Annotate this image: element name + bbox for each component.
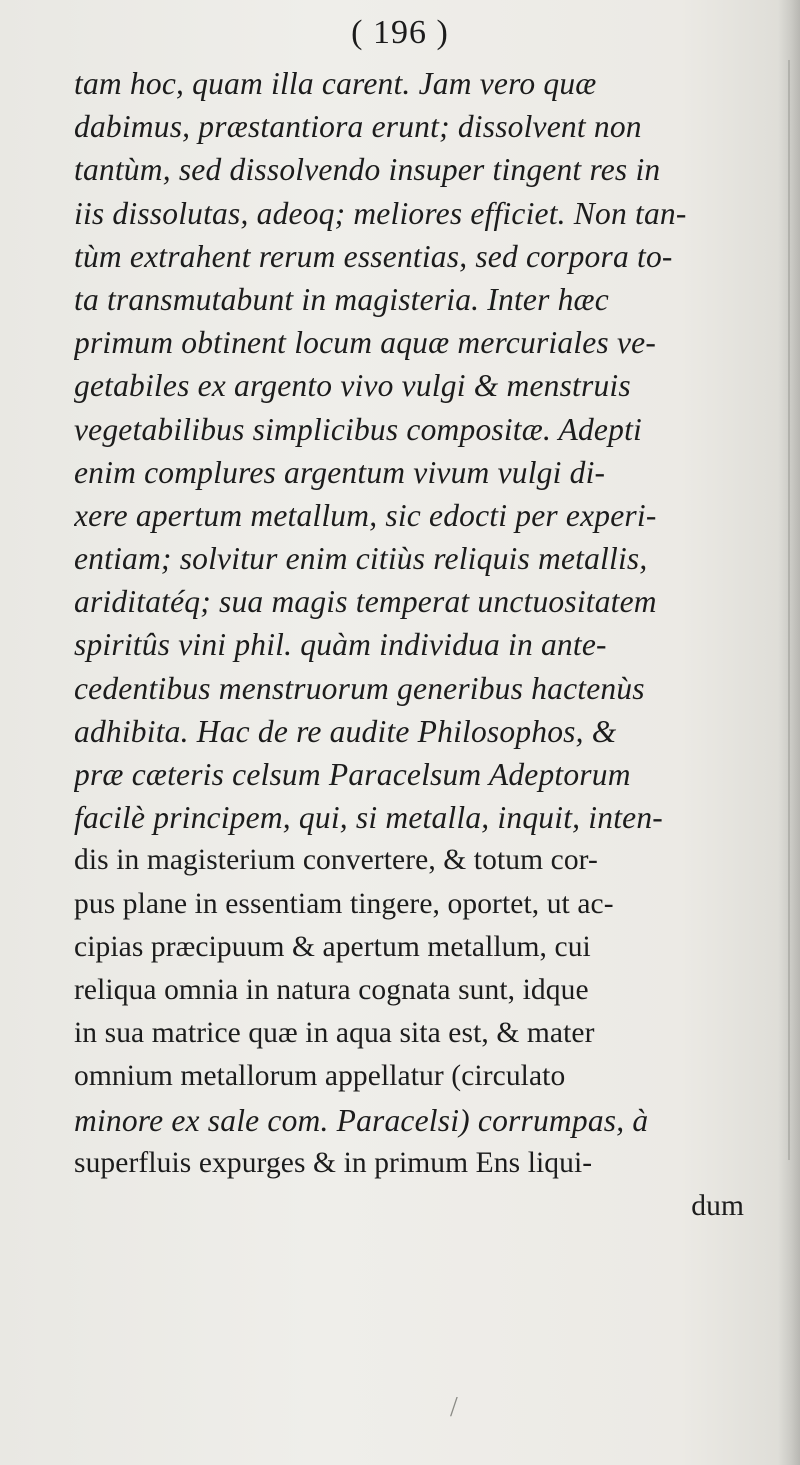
text-line: entiam; solvitur enim citiùs reliquis metallis, — [74, 541, 648, 577]
text-line: cipias præcipuum & apertum metallum, cui — [74, 930, 591, 963]
text-line: dum — [691, 1189, 744, 1222]
text-line: omnium metallorum appellatur (circulato — [74, 1060, 566, 1093]
text-line: facilè principem, qui, si metalla, inquit, inten- — [74, 800, 663, 836]
text-line: spiritûs vini phil. quàm individua in ante- — [74, 627, 607, 663]
text-line: ariditatéq; sua magis temperat unctuositatem — [74, 584, 657, 620]
text-line: minore ex sale com. Paracelsi) corrumpas, à — [74, 1102, 649, 1138]
text-line: getabiles ex argento vivo vulgi & menstruis — [74, 368, 631, 404]
text-line: dabimus, præstantiora erunt; dissolvent non — [74, 109, 642, 145]
text-line: cedentibus menstruorum generibus hactenùs — [74, 670, 645, 706]
text-line: dis in magisterium convertere, & totum cor- — [74, 844, 598, 877]
text-line: ta transmutabunt in magisteria. Inter hæc — [74, 281, 609, 317]
text-line: adhibita. Hac de re audite Philosophos, & — [74, 713, 617, 749]
text-line: præ cæteris celsum Paracelsum Adeptorum — [74, 757, 631, 792]
text-line: iis dissolutas, adeoq; meliores efficiet. Non tan- — [74, 195, 687, 231]
text-line: primum obtinent locum aquæ mercuriales ve- — [74, 325, 657, 361]
text-line: xere apertum metallum, sic edocti per experi- — [74, 497, 657, 533]
text-line: enim complures argentum vivum vulgi di- — [74, 454, 606, 490]
body-text — [74, 62, 774, 1228]
footer-mark: / — [450, 1392, 458, 1423]
text-line: vegetabilibus simplicibus compositæ. Adepti — [74, 411, 642, 447]
text-line: pus plane in essentiam tingere, oportet, ut ac- — [74, 887, 614, 920]
text-line: tantùm, sed dissolvendo insuper tingent res in — [74, 152, 661, 188]
gutter-edge-line — [788, 60, 790, 1160]
text-line: tùm extrahent rerum essentias, sed corpora to- — [74, 238, 673, 274]
text-line: in sua matrice quæ in aqua sita est, & mater — [74, 1017, 595, 1050]
page-number: ( 196 ) — [351, 14, 449, 51]
text-line: superfluis expurges & in primum Ens liqui- — [74, 1146, 593, 1179]
text-line: tam hoc, quam illa carent. Jam vero quæ — [74, 66, 597, 101]
text-line: reliqua omnia in natura cognata sunt, idque — [74, 973, 589, 1006]
